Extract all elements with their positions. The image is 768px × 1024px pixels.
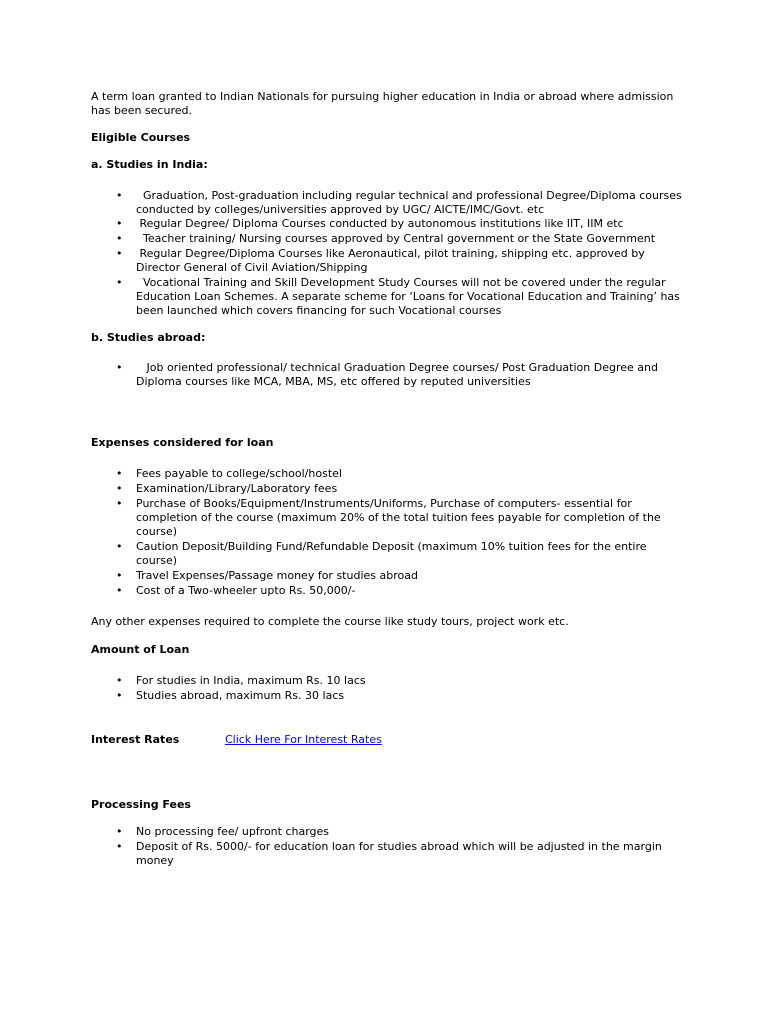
bullet-icon: • xyxy=(116,276,123,289)
list-item: • For studies in India, maximum Rs. 10 lacs xyxy=(116,674,366,687)
list-item: • Purchase of Books/Equipment/Instruments/Uniforms, Purchase of computers- essential for completion of the course (maximum 20% of the total tuition fees payable for completion of the course) xyxy=(116,497,661,538)
list-item: • Regular Degree/ Diploma Courses conducted by autonomous institutions like IIT, IIM etc xyxy=(116,217,624,230)
list-item: • Fees payable to college/school/hostel xyxy=(116,467,342,480)
studies-abroad-list xyxy=(91,361,691,389)
bullet-icon: • xyxy=(116,189,123,202)
list-item: • Caution Deposit/Building Fund/Refundable Deposit (maximum 10% tuition fees for the entire course) xyxy=(116,540,647,567)
bullet-icon: • xyxy=(116,232,123,245)
list-item: • Regular Degree/Diploma Courses like Aeronautical, pilot training, shipping etc. approved by Director General of Civil Aviation/Shipping xyxy=(116,247,649,274)
eligible-courses-heading: Eligible Courses xyxy=(91,131,191,144)
bullet-icon: • xyxy=(116,569,123,582)
studies-india-heading: a. Studies in India: xyxy=(91,158,208,171)
bullet-icon: • xyxy=(116,689,123,702)
bullet-icon: • xyxy=(116,584,123,597)
bullet-icon: • xyxy=(116,247,123,260)
interest-row xyxy=(91,733,691,747)
amount-heading: Amount of Loan xyxy=(91,643,190,656)
document-page xyxy=(91,90,691,868)
bullet-icon: • xyxy=(116,497,123,510)
list-item: • Graduation, Post-graduation including regular technical and professional Degree/Diploma courses conducted by colleges/universities approved by UGC/ AICTE/IMC/Govt. etc xyxy=(116,189,686,216)
list-item: • Teacher training/ Nursing courses approved by Central government or the State Government xyxy=(116,232,656,245)
processing-list xyxy=(91,825,691,868)
list-item: • No processing fee/ upfront charges xyxy=(116,825,330,838)
intro-paragraph: A term loan granted to Indian Nationals for pursuing higher education in India or abroad where admission has been secured. xyxy=(91,90,674,117)
bullet-icon: • xyxy=(116,840,123,853)
expenses-list xyxy=(91,467,691,598)
bullet-icon: • xyxy=(116,540,123,553)
bullet-icon: • xyxy=(116,825,123,838)
list-item: • Deposit of Rs. 5000/- for education loan for studies abroad which will be adjusted in the margin money xyxy=(116,840,662,867)
list-item: • Vocational Training and Skill Development Study Courses will not be covered under the regular Education Loan Schemes. A separate scheme for ‘Loans for Vocational Education and Training’ has been launched which covers financing for such Vocational courses xyxy=(116,276,684,317)
studies-india-list xyxy=(91,189,691,318)
studies-abroad-heading: b. Studies abroad: xyxy=(91,331,206,344)
amount-list xyxy=(91,674,691,703)
bullet-icon: • xyxy=(116,674,123,687)
bullet-icon: • xyxy=(116,467,123,480)
interest-label: Interest Rates xyxy=(91,733,180,746)
list-item: • Cost of a Two-wheeler upto Rs. 50,000/- xyxy=(116,584,356,597)
list-item: • Travel Expenses/Passage money for studies abroad xyxy=(116,569,418,582)
expenses-note: Any other expenses required to complete the course like study tours, project work etc. xyxy=(91,615,569,628)
list-item: • Studies abroad, maximum Rs. 30 lacs xyxy=(116,689,345,702)
bullet-icon: • xyxy=(116,361,123,374)
interest-rates-link[interactable]: Click Here For Interest Rates xyxy=(225,733,382,746)
bullet-icon: • xyxy=(116,482,123,495)
list-item: • Examination/Library/Laboratory fees xyxy=(116,482,338,495)
processing-heading: Processing Fees xyxy=(91,798,191,811)
bullet-icon: • xyxy=(116,217,123,230)
expenses-heading: Expenses considered for loan xyxy=(91,436,274,449)
list-item: • Job oriented professional/ technical Graduation Degree courses/ Post Graduation Degree and Diploma courses like MCA, MBA, MS, etc offered by reputed universities xyxy=(116,361,662,388)
